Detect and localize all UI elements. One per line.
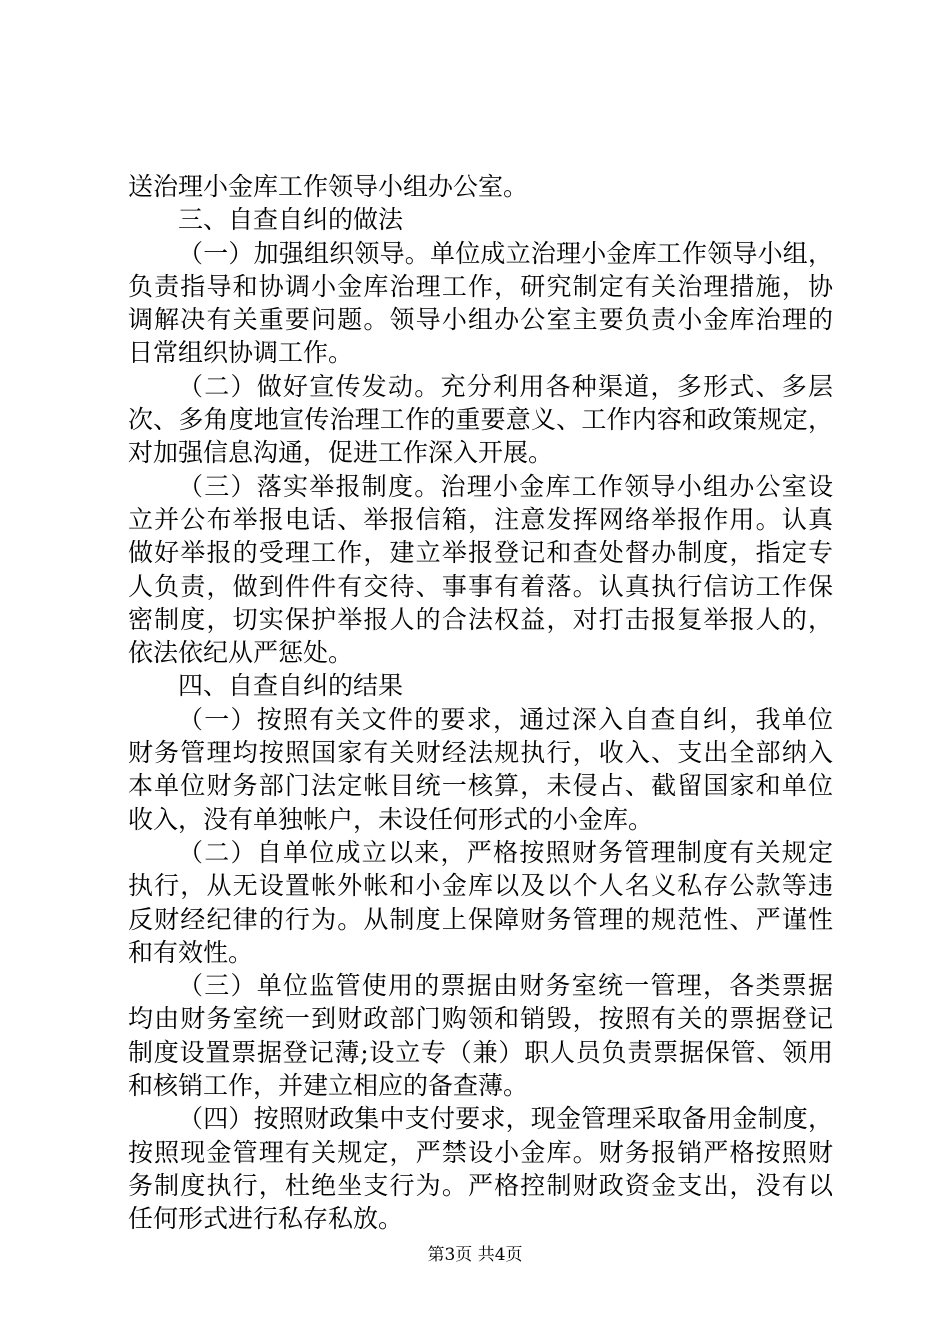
document-line: （四）按照财政集中支付要求，现金管理采取备用金制度， — [178, 1104, 833, 1134]
document-line: 执行，从无设置帐外帐和小金库以及以个人名义私存公款等违 — [128, 871, 833, 901]
document-line: 做好举报的受理工作，建立举报登记和查处督办制度，指定专 — [128, 538, 833, 568]
document-line: 均由财务室统一到财政部门购领和销毁，按照有关的票据登记 — [128, 1004, 833, 1034]
document-line: 送治理小金库工作领导小组办公室。 — [128, 172, 529, 201]
document-line: （一）加强组织领导。单位成立治理小金库工作领导小组， — [178, 238, 833, 268]
document-line: （三）单位监管使用的票据由财务室统一管理，各类票据 — [178, 971, 833, 1001]
document-body — [128, 170, 833, 1236]
document-line: 次、多角度地宣传治理工作的重要意义、工作内容和政策规定， — [128, 405, 833, 435]
document-line: （二）做好宣传发动。充分利用各种渠道，多形式、多层 — [178, 371, 833, 401]
document-line: 密制度，切实保护举报人的合法权益，对打击报复举报人的， — [128, 604, 833, 634]
document-line: 财务管理均按照国家有关财经法规执行，收入、支出全部纳入 — [128, 738, 833, 768]
document-line: 反财经纪律的行为。从制度上保障财务管理的规范性、严谨性 — [128, 904, 833, 934]
document-line: 收入，没有单独帐户，未设任何形式的小金库。 — [128, 804, 654, 834]
document-line: 本单位财务部门法定帐目统一核算，未侵占、截留国家和单位 — [128, 771, 833, 801]
document-line: 和核销工作，并建立相应的备查薄。 — [128, 1071, 529, 1101]
document-line: 务制度执行，杜绝坐支行为。严格控制财政资金支出，没有以 — [128, 1170, 833, 1200]
document-line: 调解决有关重要问题。领导小组办公室主要负责小金库治理的 — [128, 305, 833, 335]
document-line: （三）落实举报制度。治理小金库工作领导小组办公室设 — [178, 471, 833, 501]
document-line: 对加强信息沟通，促进工作深入开展。 — [128, 438, 554, 468]
document-line: 任何形式进行私存私放。 — [128, 1204, 404, 1234]
page-footer: 第3页 共4页 — [427, 1245, 523, 1265]
document-line: 立并公布举报电话、举报信箱，注意发挥网络举报作用。认真 — [128, 504, 833, 534]
document-line: 负责指导和协调小金库治理工作，研究制定有关治理措施，协 — [128, 271, 833, 301]
document-line: 日常组织协调工作。 — [128, 338, 354, 368]
document-line: 和有效性。 — [128, 937, 254, 967]
document-line: 人负责，做到件件有交待、事事有着落。认真执行信访工作保 — [128, 571, 833, 601]
document-line: （二）自单位成立以来，严格按照财务管理制度有关规定 — [178, 837, 833, 867]
document-line: （一）按照有关文件的要求，通过深入自查自纠，我单位 — [178, 704, 833, 734]
document-line: 三、自查自纠的做法 — [178, 205, 404, 235]
document-line: 按照现金管理有关规定，严禁设小金库。财务报销严格按照财 — [128, 1137, 833, 1167]
document-line: 依法依纪从严惩处。 — [128, 638, 354, 668]
document-line: 四、自查自纠的结果 — [178, 671, 404, 701]
document-line: 制度设置票据登记薄;设立专（兼）职人员负责票据保管、领用 — [128, 1037, 833, 1067]
